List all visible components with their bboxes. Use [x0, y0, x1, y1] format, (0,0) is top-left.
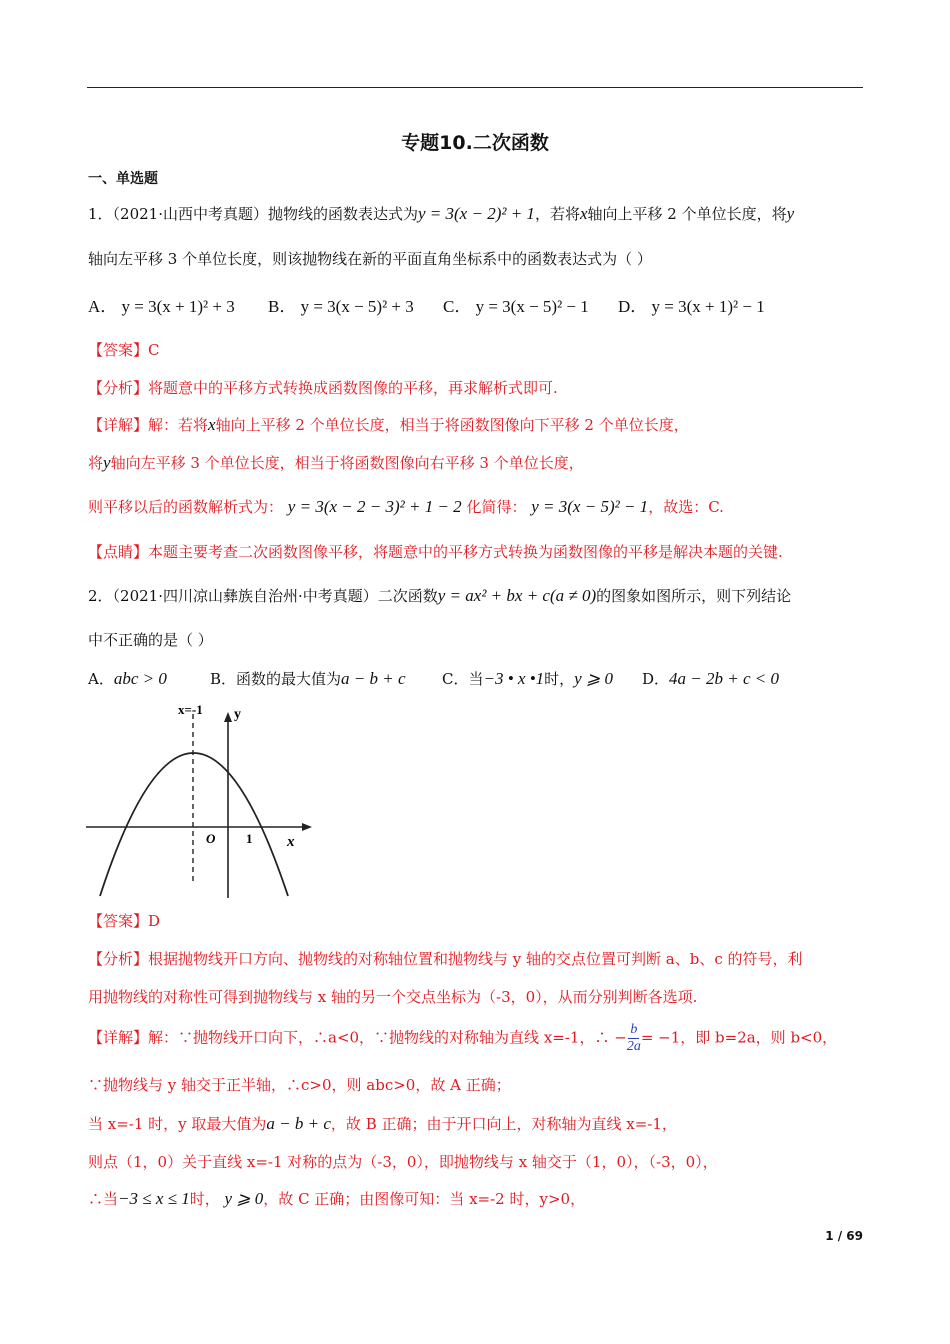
q2-detail-line3: 当 x=-1 时，y 取最大值为a − b + c，故 B 正确；由于开口向上，对称轴为直线 x=-1， [88, 1114, 677, 1133]
q2-option-c: C．当−3 • x •1时，y ⩾ 0 [442, 669, 613, 688]
q2-option-b: B．函数的最大值为a − b + c [210, 669, 406, 688]
parabola-curve [100, 753, 288, 896]
q2-answer: 【答案】D [88, 912, 161, 930]
origin-label: O [206, 831, 216, 846]
q2-stem: 2．（2021·四川凉山彝族自治州·中考真题）二次函数y = ax² + bx + c(a ≠ 0)的图象如图所示，则下列结论 [88, 586, 792, 605]
q1-stem: 1．（2021·山西中考真题）抛物线的函数表达式为y = 3(x − 2)² + 1，若将x轴向上平移 2 个单位长度，将y [88, 204, 795, 223]
x-axis-label: x [287, 834, 295, 850]
q1-answer: 【答案】C [88, 341, 160, 359]
q1-option-d: D． y = 3(x + 1)² − 1 [618, 297, 765, 316]
parabola-graph [86, 702, 316, 898]
q1-option-c: C． y = 3(x − 5)² − 1 [443, 297, 589, 316]
q2-option-d: D．4a − 2b + c < 0 [642, 669, 779, 688]
q1-options [88, 292, 765, 317]
symmetry-axis-label: x=-1 [178, 702, 203, 717]
q2-detail-line2: ∵抛物线与 y 轴交于正半轴，∴c>0，则 abc>0，故 A 正确； [88, 1076, 511, 1094]
y-axis-arrow [224, 712, 232, 722]
q2-expression: y = ax² + bx + c(a ≠ 0) [437, 586, 597, 605]
tick-label-1: 1 [246, 831, 253, 846]
q1-detail-line1: 【详解】解：若将x轴向上平移 2 个单位长度，相当于将函数图像向下平移 2 个单位长度， [88, 415, 689, 434]
q2-analysis-line1: 【分析】根据抛物线开口方向、抛物线的对称轴位置和抛物线与 y 轴的交点位置可判断 a、b、c 的符号，利 [88, 950, 803, 968]
q1-stem-line2: 轴向左平移 3 个单位长度，则该抛物线在新的平面直角坐标系中的函数表达式为（ ） [88, 250, 652, 268]
q1-option-a: A． y = 3(x + 1)² + 3 [88, 297, 235, 316]
header-rule [87, 87, 863, 88]
q1-detail-line2: 将y轴向左平移 3 个单位长度，相当于将函数图像向右平移 3 个单位长度， [88, 453, 584, 472]
page-title: 专题10.二次函数 [401, 132, 549, 154]
q2-detail-line4: 则点（1，0）关于直线 x=-1 对称的点为（-3，0），即抛物线与 x 轴交于（1，0），（-3，0）， [88, 1153, 718, 1171]
y-axis-label: y [234, 707, 241, 722]
q2-options [88, 668, 779, 689]
q1-detail-line3: 则平移以后的函数解析式为： y = 3(x − 2 − 3)² + 1 − 2 化简得： y = 3(x − 5)² − 1，故选：C. [88, 497, 724, 516]
q2-detail-line5: ∴当−3 ≤ x ≤ 1时， y ⩾ 0，故 C 正确；由图像可知：当 x=-2 时，y>0， [88, 1189, 586, 1208]
section-heading: 一、单选题 [88, 171, 158, 187]
fraction-b-over-2a: $\frac{b}{2a}$ [626, 1022, 641, 1054]
q1-comment: 【点睛】本题主要考查二次函数图像平移，将题意中的平移方式转换为函数图像的平移是解决本题的关键. [88, 543, 783, 561]
q2-analysis-line2: 用抛物线的对称性可得到抛物线与 x 轴的另一个交点坐标为（-3，0），从而分别判断各选项. [88, 988, 698, 1006]
x-axis-arrow [302, 823, 312, 831]
q2-stem-line2: 中不正确的是（ ） [88, 631, 213, 649]
q1-analysis: 【分析】将题意中的平移方式转换成函数图像的平移，再求解析式即可. [88, 379, 558, 397]
q2-option-a: A．abc > 0 [88, 669, 167, 688]
q1-option-b: B． y = 3(x − 5)² + 3 [268, 297, 414, 316]
q1-expression: y = 3(x − 2)² + 1 [418, 204, 535, 223]
page-number: 1 / 69 [825, 1229, 863, 1243]
q2-detail-line1: 【详解】解：∵抛物线开口向下，∴a<0，∵抛物线的对称轴为直线 x=-1，∴ − $\frac{b}{2a}$ = −1，即 b=2a，则 b<0， [88, 1022, 838, 1054]
